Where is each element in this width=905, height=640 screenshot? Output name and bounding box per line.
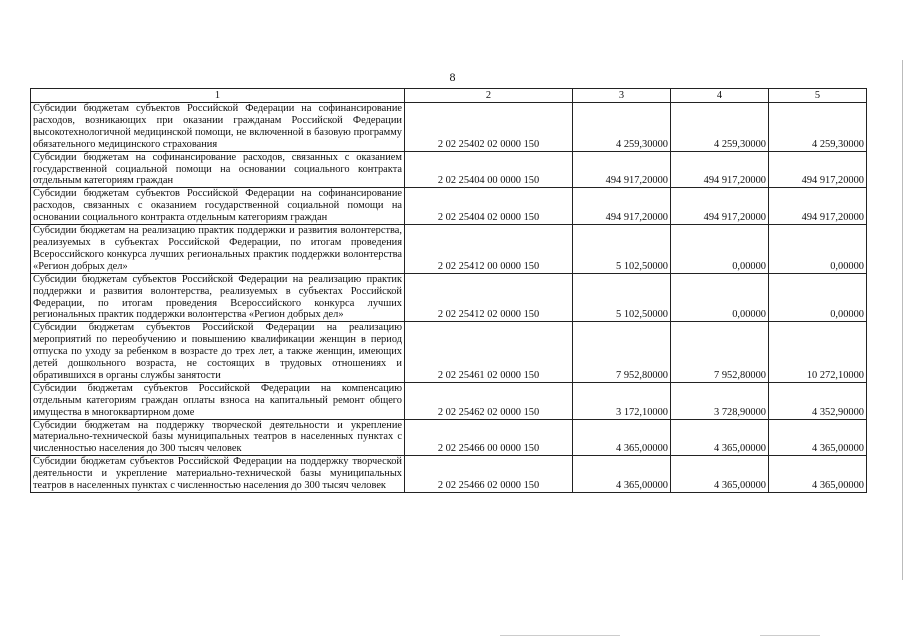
row-col4: 3 728,90000 xyxy=(671,382,769,419)
row-col3: 5 102,50000 xyxy=(573,273,671,322)
row-code: 2 02 25461 02 0000 150 xyxy=(405,322,573,383)
row-col3: 494 917,20000 xyxy=(573,188,671,225)
row-col4: 4 365,00000 xyxy=(671,419,769,456)
row-code: 2 02 25404 00 0000 150 xyxy=(405,151,573,188)
row-code: 2 02 25412 02 0000 150 xyxy=(405,273,573,322)
row-col5: 0,00000 xyxy=(769,273,867,322)
row-col3: 4 365,00000 xyxy=(573,456,671,493)
row-code: 2 02 25466 02 0000 150 xyxy=(405,456,573,493)
scan-artifact-bottom xyxy=(760,635,820,636)
row-description: Субсидии бюджетам субъектов Российской Федерации на компенсацию отдельным категориям граждан оплаты взноса на капитальный ремонт общего имущества в многоквартирном доме xyxy=(31,382,405,419)
row-col5: 4 352,90000 xyxy=(769,382,867,419)
table-body xyxy=(31,103,867,493)
table-row xyxy=(31,188,867,225)
row-description: Субсидии бюджетам субъектов Российской Федерации на софинансирование расходов, возникающих при оказании гражданам Российской Федерации высокотехнологичной медицинской помощи, не включенной в базовую программу обязательного медицинского страхования xyxy=(31,103,405,152)
row-col3: 3 172,10000 xyxy=(573,382,671,419)
row-description: Субсидии бюджетам на софинансирование расходов, связанных с оказанием государственной социальной помощи на основании социального контракта отдельным категориям граждан xyxy=(31,151,405,188)
page-number: 8 xyxy=(449,70,456,84)
row-description: Субсидии бюджетам на поддержку творческой деятельности и укрепление материально-технической базы муниципальных театров в населенных пунктах с численностью населения до 300 тысяч человек xyxy=(31,419,405,456)
row-col5: 0,00000 xyxy=(769,225,867,274)
header-col-1: 1 xyxy=(31,89,405,103)
table-row xyxy=(31,103,867,152)
row-col4: 7 952,80000 xyxy=(671,322,769,383)
header-row xyxy=(31,89,867,103)
scan-artifact-right-edge xyxy=(902,60,903,580)
row-col4: 0,00000 xyxy=(671,273,769,322)
row-col3: 4 365,00000 xyxy=(573,419,671,456)
budget-table xyxy=(30,88,867,493)
table-row xyxy=(31,419,867,456)
row-col5: 4 365,00000 xyxy=(769,419,867,456)
row-col5: 4 259,30000 xyxy=(769,103,867,152)
row-description: Субсидии бюджетам на реализацию практик поддержки и развития волонтерства, реализуемых в субъектах Российской Федерации, по итогам проведения Всероссийского конкурса лучших региональных практик поддержки волонтерства «Регион добрых дел» xyxy=(31,225,405,274)
row-col5: 494 917,20000 xyxy=(769,151,867,188)
row-col3: 5 102,50000 xyxy=(573,225,671,274)
row-col5: 4 365,00000 xyxy=(769,456,867,493)
row-col4: 0,00000 xyxy=(671,225,769,274)
table-row xyxy=(31,273,867,322)
header-col-3: 3 xyxy=(573,89,671,103)
row-code: 2 02 25466 00 0000 150 xyxy=(405,419,573,456)
row-col3: 4 259,30000 xyxy=(573,103,671,152)
row-code: 2 02 25404 02 0000 150 xyxy=(405,188,573,225)
table-row xyxy=(31,151,867,188)
scan-artifact-bottom xyxy=(500,635,620,636)
table-header xyxy=(31,89,867,103)
row-code: 2 02 25412 00 0000 150 xyxy=(405,225,573,274)
row-code: 2 02 25402 02 0000 150 xyxy=(405,103,573,152)
row-col4: 4 259,30000 xyxy=(671,103,769,152)
row-description: Субсидии бюджетам субъектов Российской Федерации на реализацию мероприятий по переобучению и повышению квалификации женщин в период отпуска по уходу за ребенком в возрасте до трех лет, а также женщин, имеющих детей дошкольного возраста, не состоящих в трудовых отношениях и обратившихся в органы службы занятости xyxy=(31,322,405,383)
row-col4: 494 917,20000 xyxy=(671,188,769,225)
row-code: 2 02 25462 02 0000 150 xyxy=(405,382,573,419)
header-col-4: 4 xyxy=(671,89,769,103)
row-col4: 4 365,00000 xyxy=(671,456,769,493)
row-description: Субсидии бюджетам субъектов Российской Федерации на софинансирование расходов, связанных с оказанием государственной социальной помощи на основании социального контракта отдельным категориям граждан xyxy=(31,188,405,225)
table-row xyxy=(31,225,867,274)
table-row xyxy=(31,322,867,383)
row-col4: 494 917,20000 xyxy=(671,151,769,188)
table-row xyxy=(31,456,867,493)
row-col5: 494 917,20000 xyxy=(769,188,867,225)
header-col-2: 2 xyxy=(405,89,573,103)
row-description: Субсидии бюджетам субъектов Российской Федерации на реализацию практик поддержки и развития волонтерства, реализуемых в субъектах Российской Федерации, по итогам проведения Всероссийского конкурса лучших региональных практик поддержки волонтерства «Регион добрых дел» xyxy=(31,273,405,322)
row-col5: 10 272,10000 xyxy=(769,322,867,383)
table-row xyxy=(31,382,867,419)
header-col-5: 5 xyxy=(769,89,867,103)
row-col3: 7 952,80000 xyxy=(573,322,671,383)
row-description: Субсидии бюджетам субъектов Российской Федерации на поддержку творческой деятельности и укрепление материально-технической базы муниципальных театров в населенных пунктах с численностью населения до 300 тысяч человек xyxy=(31,456,405,493)
row-col3: 494 917,20000 xyxy=(573,151,671,188)
